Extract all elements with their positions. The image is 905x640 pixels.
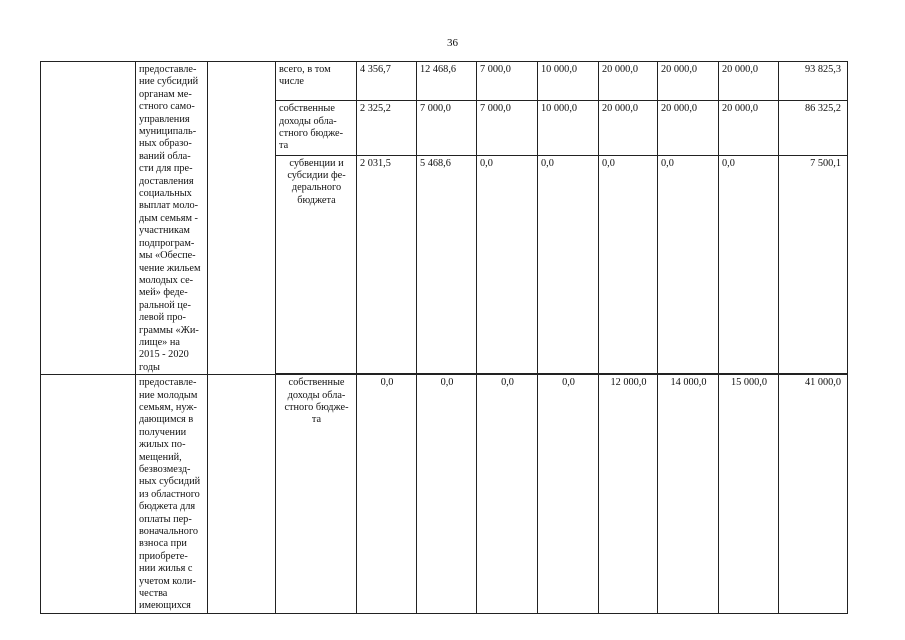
value-cell: 0,0 <box>477 155 538 374</box>
value-cell: 0,0 <box>538 375 599 614</box>
total-cell: 93 825,3 <box>779 62 848 101</box>
total-cell: 86 325,2 <box>779 101 848 155</box>
funding-source-text: собственные доходы обла- стного бюдже- та <box>284 377 349 426</box>
value-cell: 0,0 <box>719 155 779 374</box>
value-cell: 0,0 <box>477 375 538 614</box>
table-row <box>41 375 848 614</box>
funding-source-text: всего, в том числе <box>279 64 331 88</box>
value-cell: 20 000,0 <box>658 101 719 155</box>
funding-source <box>276 101 357 155</box>
value-cell: 20 000,0 <box>599 62 658 101</box>
value-cell: 5 468,6 <box>417 155 477 374</box>
value-cell: 20 000,0 <box>719 101 779 155</box>
value-cell: 20 000,0 <box>658 62 719 101</box>
value-cell: 7 000,0 <box>477 101 538 155</box>
budget-table <box>40 61 848 614</box>
value-cell: 0,0 <box>357 375 417 614</box>
value-cell: 12 468,6 <box>417 62 477 101</box>
total-cell: 7 500,1 <box>779 155 848 374</box>
value-cell: 0,0 <box>599 155 658 374</box>
value-cell: 20 000,0 <box>599 101 658 155</box>
value-cell: 4 356,7 <box>357 62 417 101</box>
empty-cell <box>41 62 136 375</box>
value-cell: 15 000,0 <box>719 375 779 614</box>
value-cell: 7 000,0 <box>477 62 538 101</box>
measure-description-text: предоставле- ние молодым семьям, нуж- дающимся в получении жилых по- мещений, безвозмезд- ных субсидий из областного бюджета для оплаты пер- воначального взноса при приобрете- нии жилья с учетом коли- чества имеющихся <box>139 377 201 612</box>
measure-description <box>136 62 208 375</box>
measure-description <box>136 375 208 614</box>
empty-cell <box>208 62 276 375</box>
measure-description-text: предоставле- ние субсидий органам ме- стного само- управления муниципаль- ных образо- ваний обла- сти для пре- доставления социальных выплат моло- дым семьям - участникам подпрограм- мы «Обеспе- чение жильем молодых се- мей» феде- ральной це- левой про- граммы «Жи- лище» на 2015 - 2020 годы <box>139 64 201 373</box>
page-number: 36 <box>447 37 458 49</box>
empty-cell <box>208 375 276 614</box>
funding-source-text: собственные доходы обла- стного бюдже- та <box>279 103 344 152</box>
value-cell: 12 000,0 <box>599 375 658 614</box>
value-cell: 10 000,0 <box>538 101 599 155</box>
value-cell: 20 000,0 <box>719 62 779 101</box>
value-cell: 2 031,5 <box>357 155 417 374</box>
value-cell: 0,0 <box>658 155 719 374</box>
value-cell: 14 000,0 <box>658 375 719 614</box>
funding-source <box>276 62 357 101</box>
total-cell: 41 000,0 <box>779 375 848 614</box>
value-cell: 0,0 <box>538 155 599 374</box>
value-cell: 0,0 <box>417 375 477 614</box>
value-cell: 2 325,2 <box>357 101 417 155</box>
funding-source <box>276 375 357 614</box>
empty-cell <box>41 375 136 614</box>
table-row <box>41 62 848 101</box>
funding-source-text: субвенции и субсидии фе- дерального бюджета <box>287 157 346 206</box>
funding-source <box>276 155 357 374</box>
value-cell: 10 000,0 <box>538 62 599 101</box>
value-cell: 7 000,0 <box>417 101 477 155</box>
